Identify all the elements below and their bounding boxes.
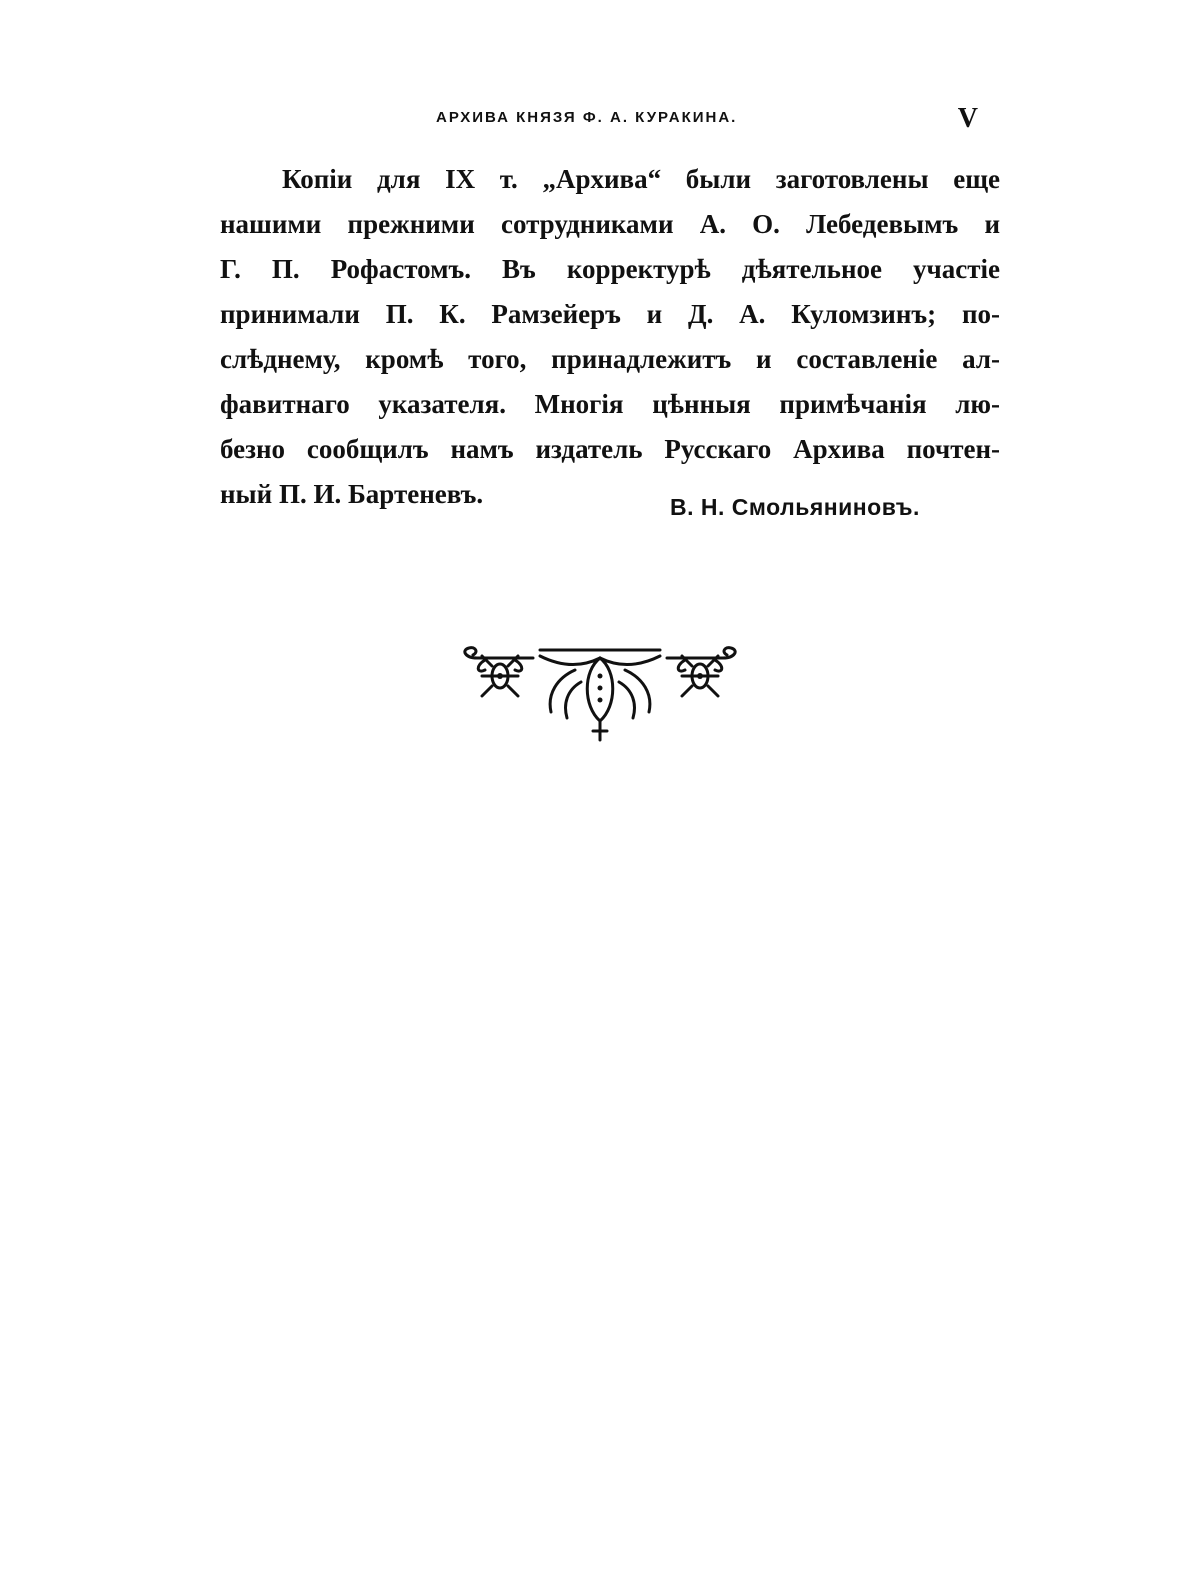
text-line: принимали П. К. Рамзейеръ и Д. А. Куломзинъ; по-	[220, 299, 1000, 329]
page-number: V	[957, 103, 978, 134]
text-line: фавитнаго указателя. Многія цѣнныя примѣчанія лю-	[220, 389, 1000, 419]
author-signature: В. Н. Смольяниновъ.	[670, 494, 920, 520]
text-line: нашими прежними сотрудниками А. О. Лебедевымъ и	[220, 209, 1000, 239]
running-head	[220, 103, 1000, 143]
text-line: ный П. И. Бартеневъ.	[220, 479, 484, 509]
text-line: Г. П. Рофастомъ. Въ корректурѣ дѣятельное участіе	[220, 254, 1000, 284]
running-title: АРХИВА КНЯЗЯ Ф. А. КУРАКИНА.	[436, 109, 738, 126]
text-line: Копіи для IX т. „Архива“ были заготовлены еще	[282, 164, 1000, 194]
text-line: безно сообщилъ намъ издатель Русскаго Архива почтен-	[220, 434, 1000, 464]
body-paragraph	[220, 157, 1000, 517]
text-line: слѣднему, кромѣ того, принадлежитъ и составленіе ал-	[220, 344, 1000, 374]
floral-tailpiece-ornament-icon	[455, 636, 745, 746]
